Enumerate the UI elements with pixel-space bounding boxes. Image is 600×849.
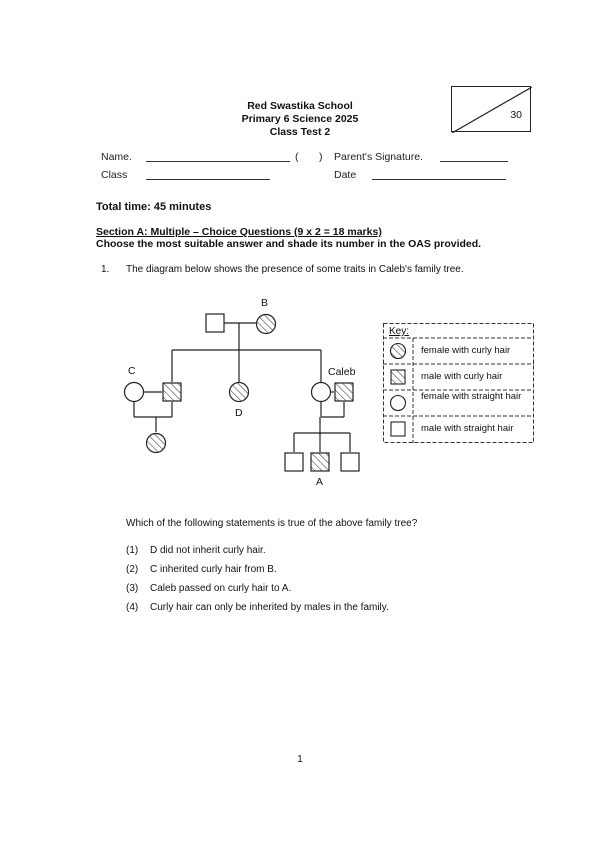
key-legend	[383, 323, 534, 443]
register-open-paren: (	[295, 151, 299, 163]
caleb-hatched-square	[334, 382, 354, 402]
section-instruction: Choose the most suitable answer and shade its number in the OAS provided.	[96, 238, 482, 250]
option-text: Caleb passed on curly hair to A.	[150, 583, 292, 594]
question-text: The diagram below shows the presence of some traits in Caleb's family tree.	[126, 264, 464, 275]
b-hatched-circle	[255, 313, 277, 335]
page-number: 1	[297, 754, 303, 765]
option-number[interactable]: (3)	[126, 583, 139, 594]
register-close-paren: )	[319, 151, 323, 163]
option-number[interactable]: (4)	[126, 602, 139, 613]
tree-label-c: C	[128, 365, 136, 377]
option-number[interactable]: (1)	[126, 545, 139, 556]
d-hatched-circle	[228, 381, 250, 403]
c-husband-hatched-square	[162, 382, 182, 402]
key-row-female-straight	[383, 390, 534, 416]
grandfather-plain-square	[205, 313, 225, 333]
name-label: Name.	[101, 151, 132, 163]
section-title: Section A: Multiple – Choice Questions (9 x 2 = 18 marks)	[96, 226, 382, 238]
key-title: Key:	[389, 326, 410, 337]
tree-label-b: B	[261, 297, 269, 309]
option-number[interactable]: (2)	[126, 564, 139, 575]
tree-label-a: A	[316, 476, 324, 488]
tree-label-caleb: Caleb	[328, 366, 356, 378]
caleb-wife-plain-circle	[310, 381, 332, 403]
option-text: D did not inherit curly hair.	[150, 545, 266, 556]
name-field[interactable]	[146, 161, 290, 162]
hatched-square-icon	[383, 364, 413, 390]
c-plain-circle	[123, 381, 145, 403]
plain-square-icon	[383, 416, 413, 442]
key-label: female with curly hair	[421, 345, 511, 356]
test-title: Class Test 2	[269, 126, 331, 138]
key-label: female with straight hair	[421, 391, 522, 402]
key-row-male-straight	[383, 416, 534, 442]
plain-circle-icon	[383, 390, 413, 416]
key-row-female-curly	[383, 338, 534, 364]
c-daughter-hatched-circle	[145, 432, 167, 454]
date-label: Date	[334, 169, 357, 181]
a-hatched-square	[310, 452, 330, 472]
key-label: male with straight hair	[421, 423, 514, 434]
caleb-son-3-plain-square	[340, 452, 360, 472]
total-time: Total time: 45 minutes	[96, 201, 212, 213]
key-label: male with curly hair	[421, 371, 503, 382]
score-box	[451, 86, 531, 132]
question-number: 1.	[101, 264, 110, 275]
tree-label-d: D	[235, 407, 243, 419]
total-marks: 30	[510, 109, 522, 121]
question-prompt: Which of the following statements is true of the above family tree?	[126, 518, 418, 529]
parent-signature-field[interactable]	[440, 161, 508, 162]
parent-signature-label: Parent's Signature.	[334, 151, 423, 163]
hatched-circle-icon	[383, 338, 413, 364]
paper-title: Primary 6 Science 2025	[241, 113, 359, 125]
caleb-son-1-plain-square	[284, 452, 304, 472]
class-field[interactable]	[146, 179, 270, 180]
class-label: Class	[101, 169, 128, 181]
date-field[interactable]	[372, 179, 506, 180]
option-text: C inherited curly hair from B.	[150, 564, 277, 575]
option-text: Curly hair can only be inherited by males in the family.	[150, 602, 389, 613]
school-name: Red Swastika School	[247, 100, 353, 112]
key-row-male-curly	[383, 364, 534, 390]
